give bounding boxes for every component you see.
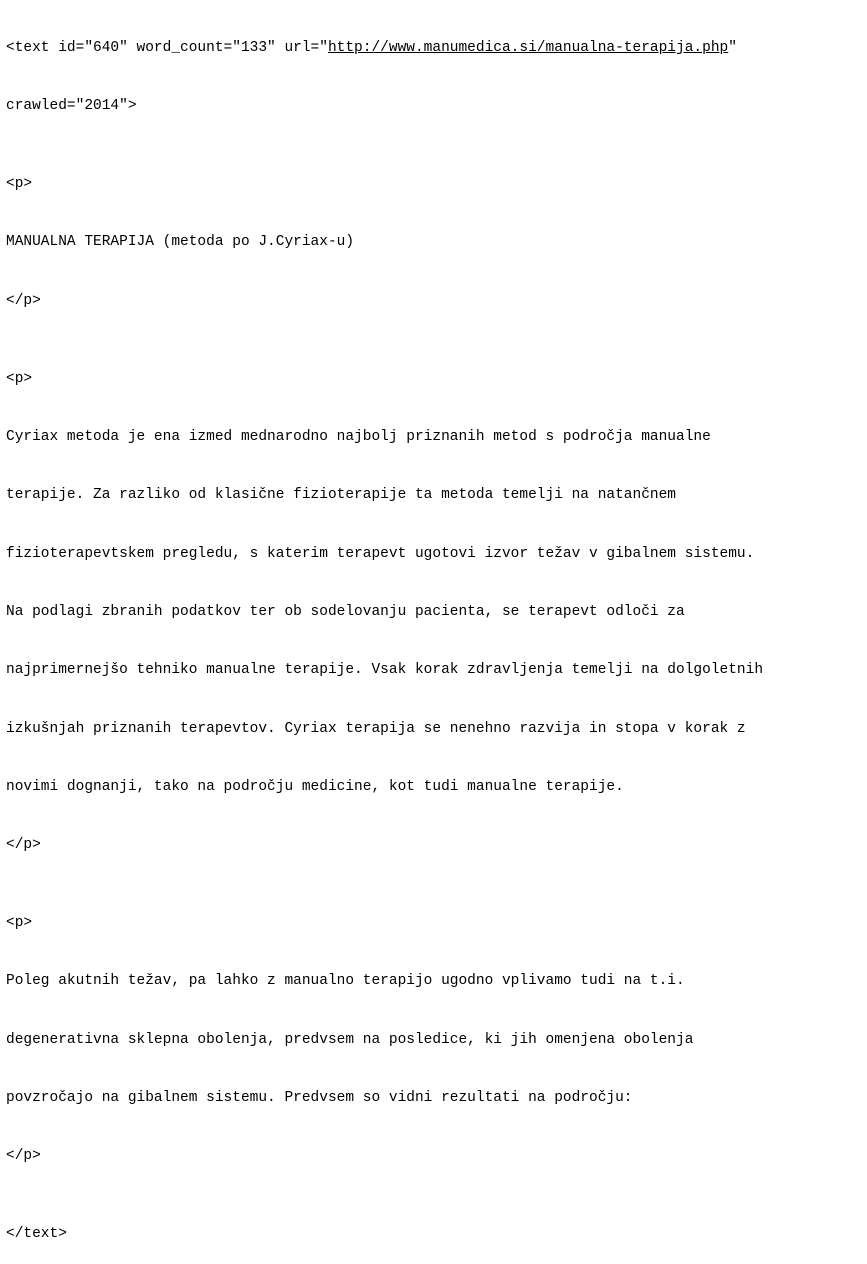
paragraph-1-close: </p> <box>6 292 41 309</box>
paragraph-3-line-1: Poleg akutnih težav, pa lahko z manualno terapijo ugodno vplivamo tudi na t.i. <box>6 973 685 990</box>
paragraph-2-open: <p> <box>6 370 33 387</box>
paragraph-2-line-2: terapije. Za razliko od klasične fizioterapije ta metoda temelji na natančnem <box>6 487 677 504</box>
paragraph-2-line-4: Na podlagi zbranih podatkov ter ob sodelovanju pacienta, se terapevt odloči za <box>6 603 685 620</box>
paragraph-3-line-3: povzročajo na gibalnem sistemu. Predvsem so vidni rezultati na področju: <box>6 1090 633 1107</box>
text-open-tag-crawled: crawled="2014"> <box>6 98 137 115</box>
source-url-link[interactable]: http://www.manumedica.si/manualna-terapija.php <box>327 39 729 56</box>
text-tag-suffix: " <box>728 39 737 56</box>
paragraph-3-open: <p> <box>6 915 33 932</box>
text-close-tag: </text> <box>6 1226 67 1243</box>
paragraph-2-line-5: najprimernejšo tehniko manualne terapije. Vsak korak zdravljenja temelji na dolgoletnih <box>6 662 764 679</box>
paragraph-2-line-3: fizioterapevtskem pregledu, s katerim terapevt ugotovi izvor težav v gibalnem sistemu. <box>6 545 755 562</box>
paragraph-2-close: </p> <box>6 837 41 854</box>
paragraph-2-line-7: novimi dognanji, tako na področju medicine, kot tudi manualne terapije. <box>6 778 624 795</box>
paragraph-1-line-1: MANUALNA TERAPIJA (metoda po J.Cyriax-u) <box>6 234 355 251</box>
paragraph-3-close: </p> <box>6 1148 41 1165</box>
paragraph-2-line-6: izkušnjah priznanih terapevtov. Cyriax terapija se nenehno razvija in stopa v korak z <box>6 720 746 737</box>
text-tag-prefix: <text id="640" word_count="133" url=" <box>6 39 328 56</box>
paragraph-3-line-2: degenerativna sklepna obolenja, predvsem na posledice, ki jih omenjena obolenja <box>6 1031 694 1048</box>
text-open-tag <box>6 39 867 58</box>
paragraph-2-line-1: Cyriax metoda je ena izmed mednarodno najbolj priznanih metod s področja manualne <box>6 428 711 445</box>
document-text <box>6 0 867 1264</box>
paragraph-1-open: <p> <box>6 176 33 193</box>
